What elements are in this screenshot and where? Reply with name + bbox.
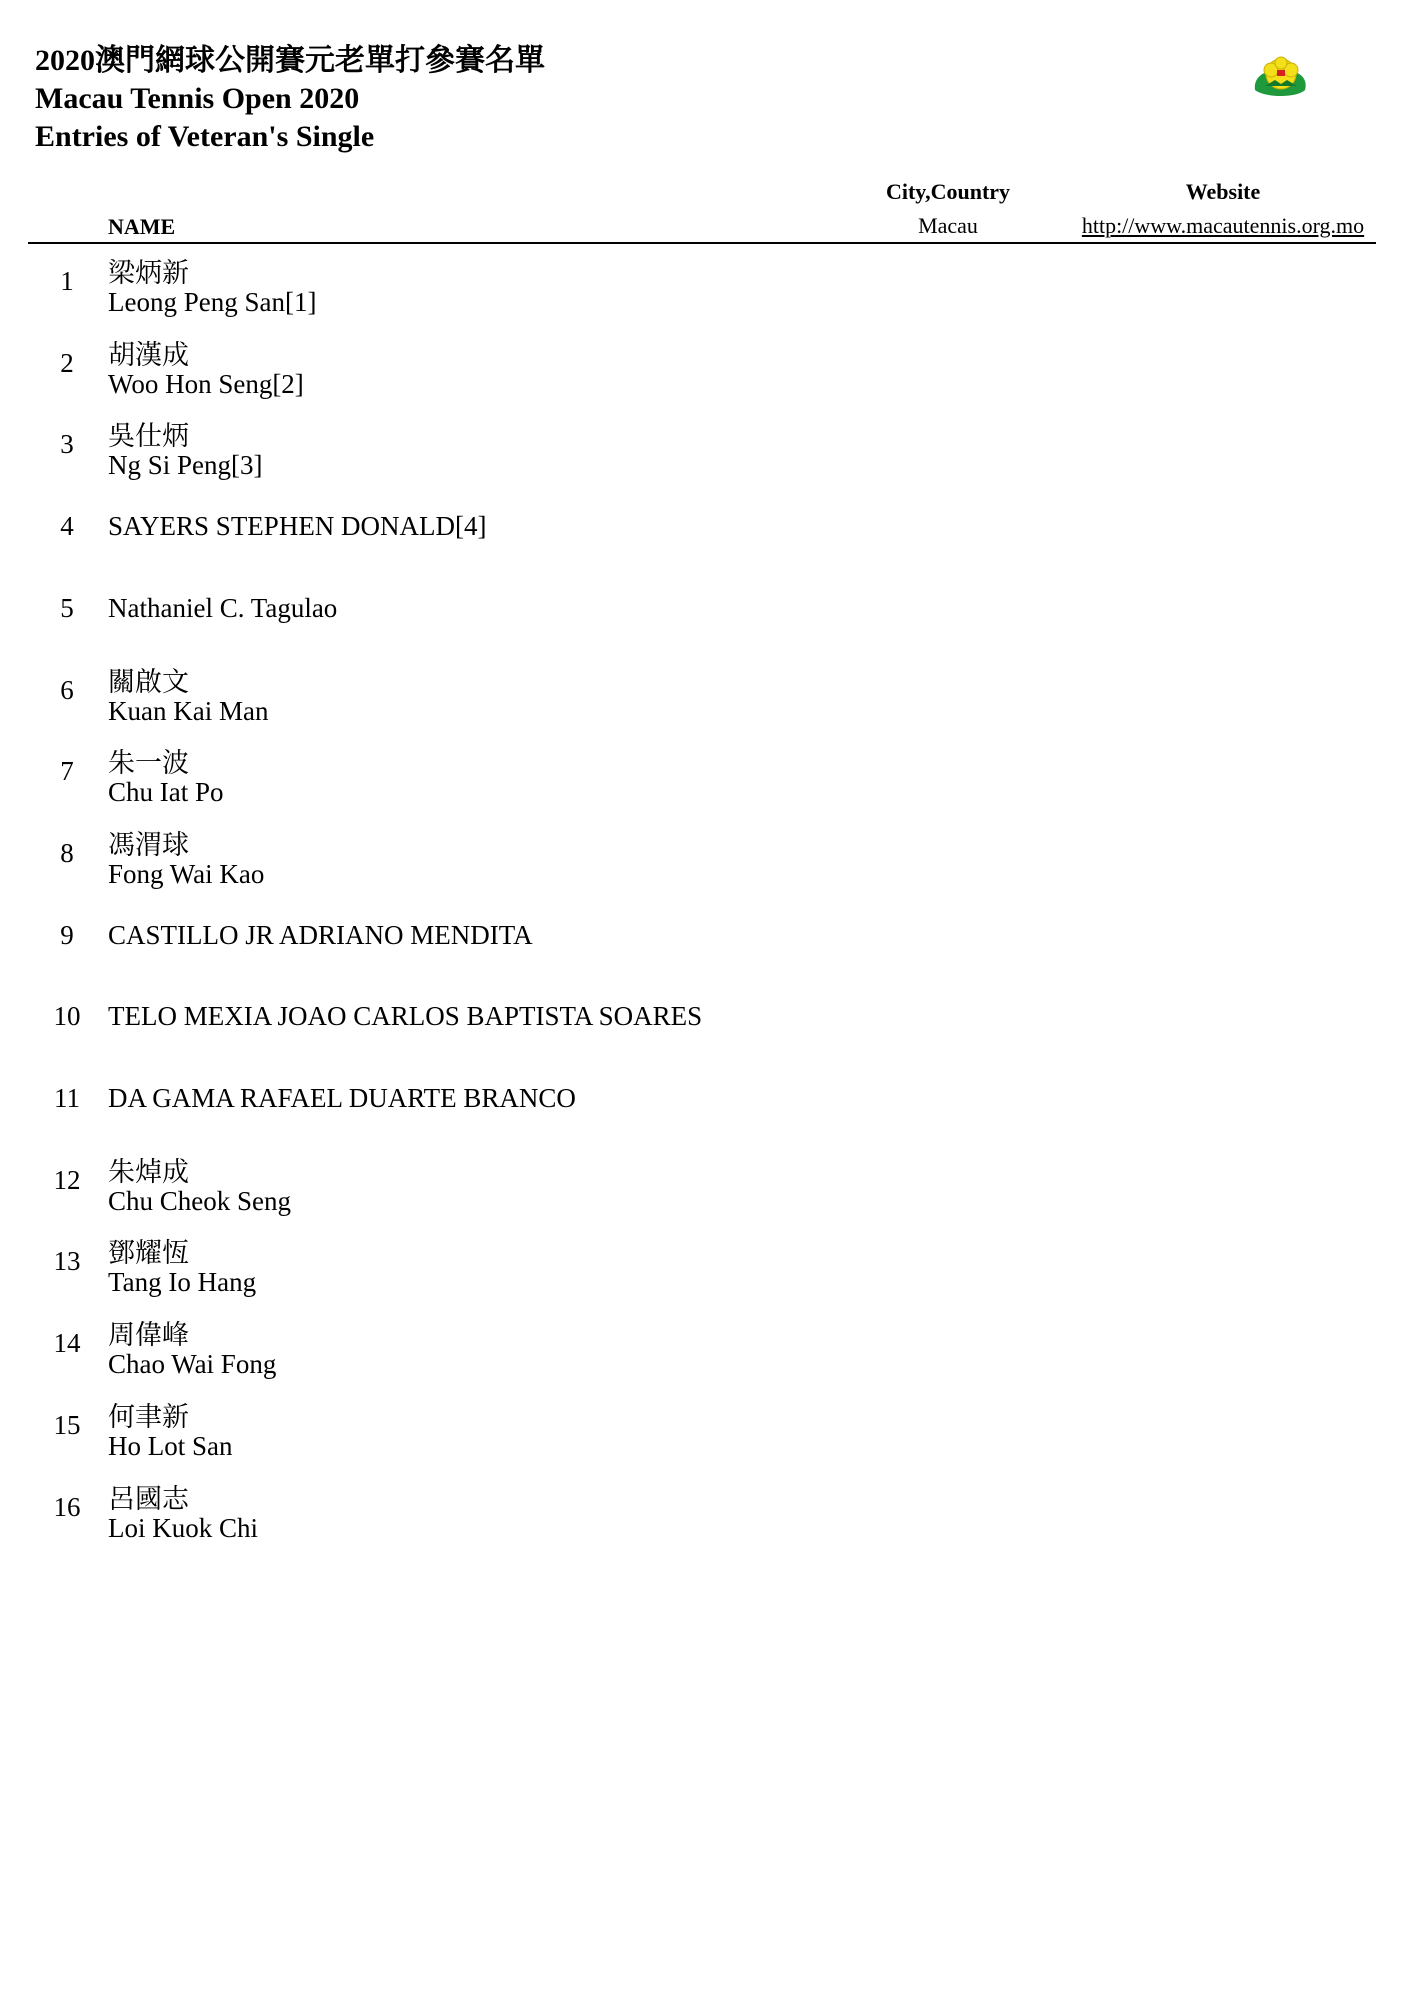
entry-number: 7 xyxy=(60,756,74,786)
entry-name-english: Ng Si Peng[3] xyxy=(108,450,263,480)
entry-name-chinese: 朱焯成 xyxy=(108,1157,189,1188)
entry-name-english: DA GAMA RAFAEL DUARTE BRANCO xyxy=(108,1083,576,1113)
entry-number: 6 xyxy=(60,675,74,705)
list-item xyxy=(0,1235,1000,1317)
title-english: Macau Tennis Open 2020 xyxy=(35,82,360,115)
title-block xyxy=(35,42,545,156)
entry-number: 4 xyxy=(60,511,74,541)
list-item xyxy=(0,1317,1000,1399)
list-item xyxy=(0,1072,1000,1154)
entry-name-chinese: 馮渭球 xyxy=(108,830,189,861)
website-link[interactable]: http://www.macautennis.org.mo xyxy=(1081,213,1365,238)
list-item xyxy=(0,500,1000,582)
entry-name-chinese: 關啟文 xyxy=(108,667,189,698)
entry-name-chinese: 何聿新 xyxy=(108,1402,189,1433)
entry-name-chinese: 周偉峰 xyxy=(108,1320,189,1351)
entry-number: 14 xyxy=(53,1328,81,1358)
list-item xyxy=(0,909,1000,991)
entry-number: 1 xyxy=(60,266,74,296)
title-chinese: 2020澳門網球公開賽元老單打參賽名單 xyxy=(35,44,545,77)
entry-name-english: Woo Hon Seng[2] xyxy=(108,369,304,399)
entry-number: 9 xyxy=(60,920,74,950)
website-header: Website xyxy=(1185,179,1261,204)
list-item xyxy=(0,582,1000,664)
list-item xyxy=(0,827,1000,909)
entry-name-english: Tang Io Hang xyxy=(108,1267,257,1297)
entry-number: 11 xyxy=(54,1083,80,1113)
entry-name-chinese: 朱一波 xyxy=(108,748,189,779)
entry-number: 2 xyxy=(60,348,74,378)
entry-name-chinese: 梁炳新 xyxy=(108,258,189,289)
name-column-header: NAME xyxy=(108,214,176,239)
entry-name-english: Kuan Kai Man xyxy=(108,696,269,726)
list-item xyxy=(0,1154,1000,1236)
entry-number: 15 xyxy=(53,1410,81,1440)
list-item xyxy=(0,990,1000,1072)
entry-name-english: Chao Wai Fong xyxy=(108,1349,277,1379)
entry-number: 12 xyxy=(53,1165,81,1195)
entry-number: 5 xyxy=(60,593,74,623)
list-item xyxy=(0,664,1000,746)
entry-name-english: Fong Wai Kao xyxy=(108,859,265,889)
entry-number: 3 xyxy=(60,429,74,459)
list-item xyxy=(0,1481,1000,1563)
entry-name-chinese: 呂國志 xyxy=(108,1484,189,1515)
subtitle: Entries of Veteran's Single xyxy=(35,120,375,153)
entry-name-chinese: 吳仕炳 xyxy=(108,421,189,452)
table-header xyxy=(28,176,1376,244)
list-item xyxy=(0,418,1000,500)
entry-name-chinese: 胡漢成 xyxy=(108,340,189,371)
entry-name-english: SAYERS STEPHEN DONALD[4] xyxy=(108,511,487,541)
tennis-association-logo-icon xyxy=(1251,54,1309,100)
entry-name-english: Loi Kuok Chi xyxy=(108,1513,259,1543)
entry-name-english: CASTILLO JR ADRIANO MENDITA xyxy=(108,920,533,950)
list-item xyxy=(0,1399,1000,1481)
entry-number: 13 xyxy=(53,1246,81,1276)
entry-name-chinese: 鄧耀恆 xyxy=(108,1238,189,1269)
entry-number: 10 xyxy=(53,1001,81,1031)
list-item xyxy=(0,255,1000,337)
city-country-value: Macau xyxy=(918,213,978,238)
entry-name-english: TELO MEXIA JOAO CARLOS BAPTISTA SOARES xyxy=(108,1001,703,1031)
entry-name-english: Chu Cheok Seng xyxy=(108,1186,292,1216)
entry-name-english: Ho Lot San xyxy=(108,1431,233,1461)
entry-name-english: Leong Peng San[1] xyxy=(108,287,317,317)
entry-number: 16 xyxy=(53,1492,81,1522)
entry-number: 8 xyxy=(60,838,74,868)
entry-name-english: Chu Iat Po xyxy=(108,777,224,807)
list-item xyxy=(0,337,1000,419)
list-item xyxy=(0,745,1000,827)
city-country-header: City,Country xyxy=(885,179,1011,204)
entry-name-english: Nathaniel C. Tagulao xyxy=(108,593,338,623)
